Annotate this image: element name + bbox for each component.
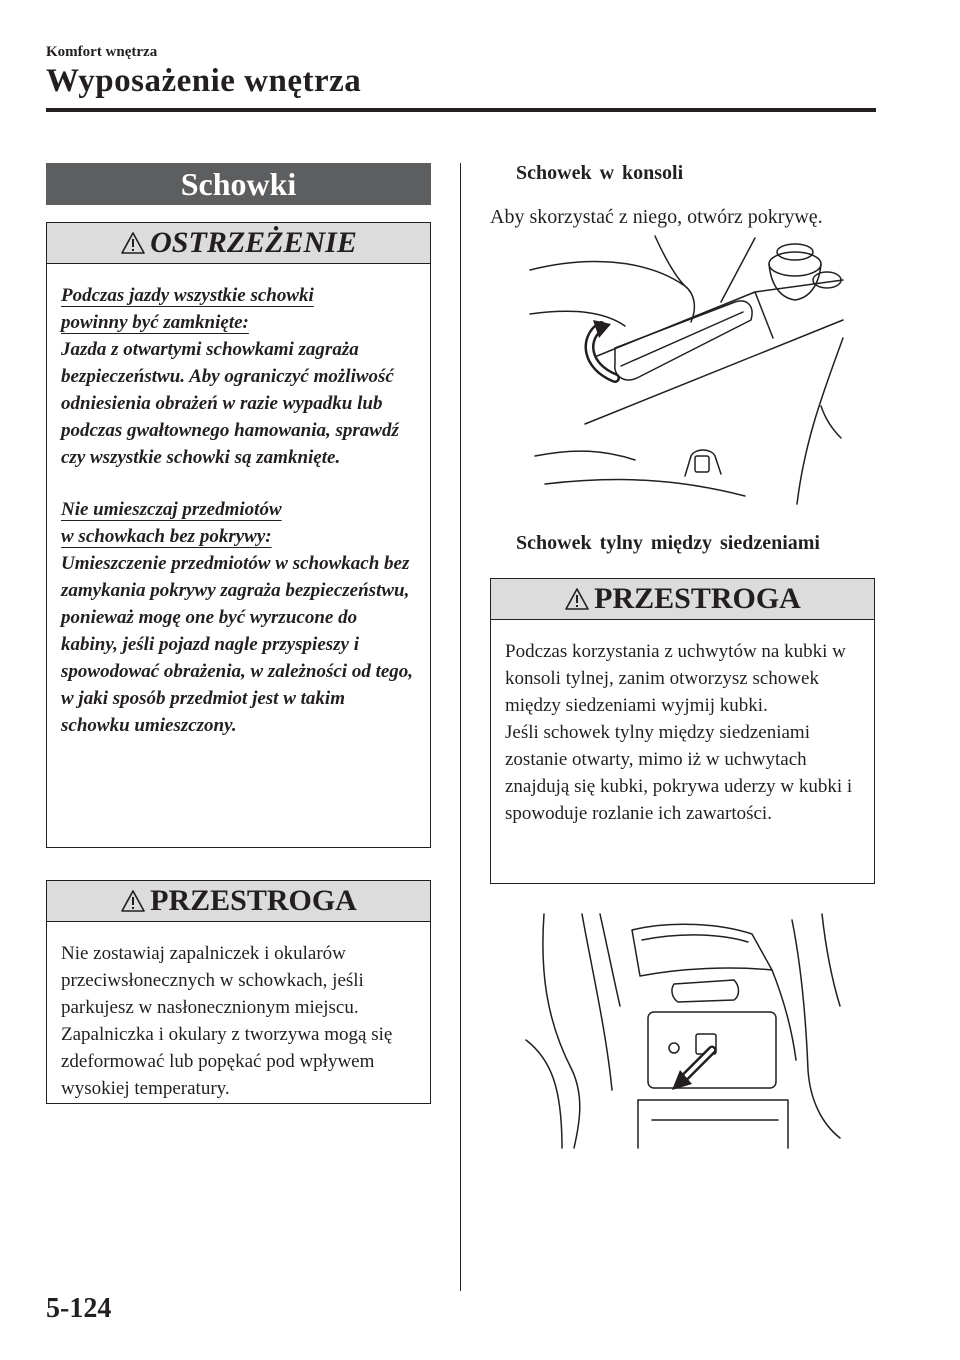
warning-heading-2a: Nie umieszczaj przedmiotów [61, 499, 282, 520]
console-storage-illustration [525, 228, 845, 510]
warning-triangle-icon [120, 889, 146, 913]
rear-caption: Schowek tylny między siedzeniami [516, 532, 820, 554]
warning-header [47, 223, 430, 264]
caution-text-right-2: Jeśli schowek tylny między siedzeniami zostanie otwarty, mimo iż w uchwytach znajdują się kubki, pokrywa uderzy w kubki i spowoduje rozlanie ich zawartości. [505, 722, 853, 824]
warning-paragraph-1 [61, 282, 418, 471]
caution-body-right [491, 620, 874, 843]
caution-label-right: PRZESTROGA [594, 582, 801, 615]
chapter-title: Komfort wnętrza [46, 44, 158, 60]
caution-body-left [47, 922, 430, 1118]
warning-label: OSTRZEŻENIE [150, 226, 357, 259]
warning-heading-2b: w schowkach bez pokrywy: [61, 526, 272, 547]
warning-body [47, 264, 430, 755]
console-instruction: Aby skorzystać z niego, otwórz pokrywę. [490, 206, 823, 228]
caution-box-left [46, 880, 431, 1104]
warning-box [46, 222, 431, 848]
caution-text-left: Nie zostawiaj zapalniczek i okularów przeciwsłonecznych w schowkach, jeśli parkujesz w nasłonecznionym miejscu. Zapalniczka i okulary z tworzywa mogą się zdeformować lub popękać pod wpływem wysokiej temperatury. [61, 943, 393, 1099]
column-divider [460, 163, 461, 1291]
warning-text-2: Umieszczenie przedmiotów w schowkach bez zamykania pokrywy zagraża bezpieczeństwu, ponieważ mogę one być wyrzucone do kabiny, jeśli pojazd nagle przyspieszy i spowodować obrażenia, w zależności od tego, w jaki sposób przedmiot jest w takim schowku umieszczony. [61, 553, 414, 736]
warning-triangle-icon [564, 587, 590, 611]
section-banner: Schowki [46, 163, 431, 205]
warning-triangle-icon [120, 231, 146, 255]
header-rule [46, 108, 876, 112]
caution-box-right [490, 578, 875, 884]
warning-heading-1a: Podczas jazdy wszystkie schowki [61, 285, 314, 306]
section-title: Wyposażenie wnętrza [46, 63, 362, 99]
page-number: 5-124 [46, 1293, 112, 1324]
console-caption: Schowek w konsoli [516, 162, 684, 184]
caution-label-left: PRZESTROGA [150, 884, 357, 917]
open-arrow-icon [589, 320, 615, 378]
open-arrow-icon [672, 1050, 712, 1090]
warning-text-1: Jazda z otwartymi schowkami zagraża bezpieczeństwu. Aby ograniczyć możliwość odniesienia obrażeń w razie wypadku lub podczas gwałtownego hamowania, sprawdź czy wszystkie schowki są zamknięte. [61, 339, 399, 468]
warning-heading-1b: powinny być zamknięte: [61, 312, 249, 333]
caution-header-right [491, 579, 874, 620]
rear-storage-illustration [522, 910, 842, 1150]
warning-paragraph-2 [61, 496, 418, 739]
caution-header-left [47, 881, 430, 922]
caution-text-right-1: Podczas korzystania z uchwytów na kubki w konsoli tylnej, zanim otworzysz schowek między siedzeniami wyjmij kubki. [505, 641, 846, 716]
